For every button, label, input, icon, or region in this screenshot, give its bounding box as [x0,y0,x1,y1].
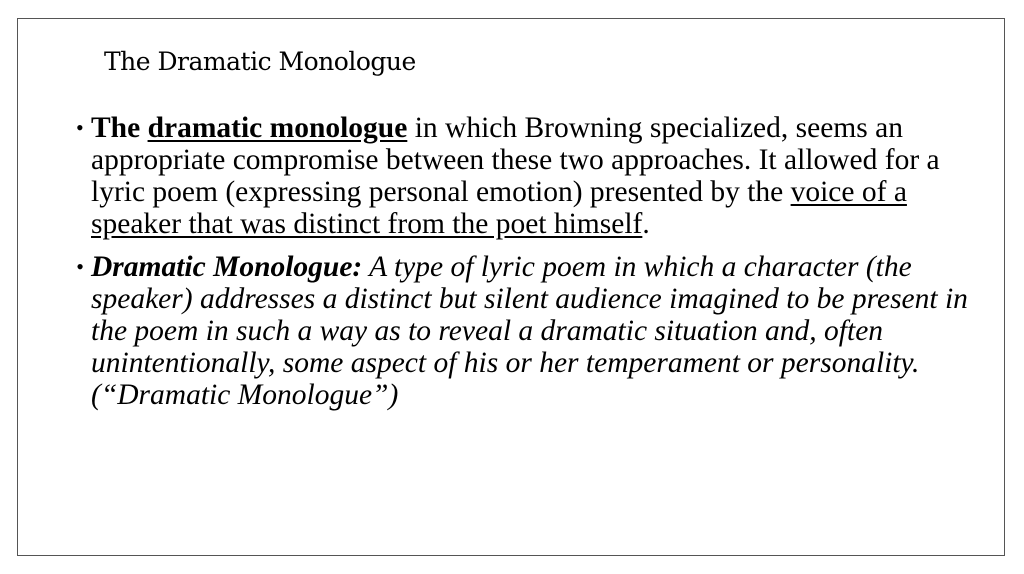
bullet-text: in which Browning specialized, seems an appropriate compromise between these two approaches. It allowed for a lyric poem (expressing personal emotion) presented by the [91,112,940,208]
bullet-dot-icon: • [76,254,84,279]
definition-text: A type of lyric poem in which a character (the speaker) addresses a distinct but silent audience imagined to be present in the poem in such a way as to reveal a dramatic situation and, often unintentionally, some aspect of his or her temperament or personality. (“Dramatic Monologue”) [91,251,968,411]
slide-title: The Dramatic Monologue [104,47,416,76]
slide [17,18,1005,556]
bullet-lead: The [91,112,148,144]
definition-term: Dramatic Monologue: [91,251,363,283]
bullet-dot-icon: • [76,115,84,140]
bullet-list [76,112,976,411]
bullet-end: . [642,208,650,240]
bullet-item-browning [76,112,976,240]
term-dramatic-monologue: dramatic monologue [147,112,408,144]
bullet-item-definition [76,251,976,411]
underlined-phrase: voice of a speaker that was distinct from the poet himself [91,176,907,240]
